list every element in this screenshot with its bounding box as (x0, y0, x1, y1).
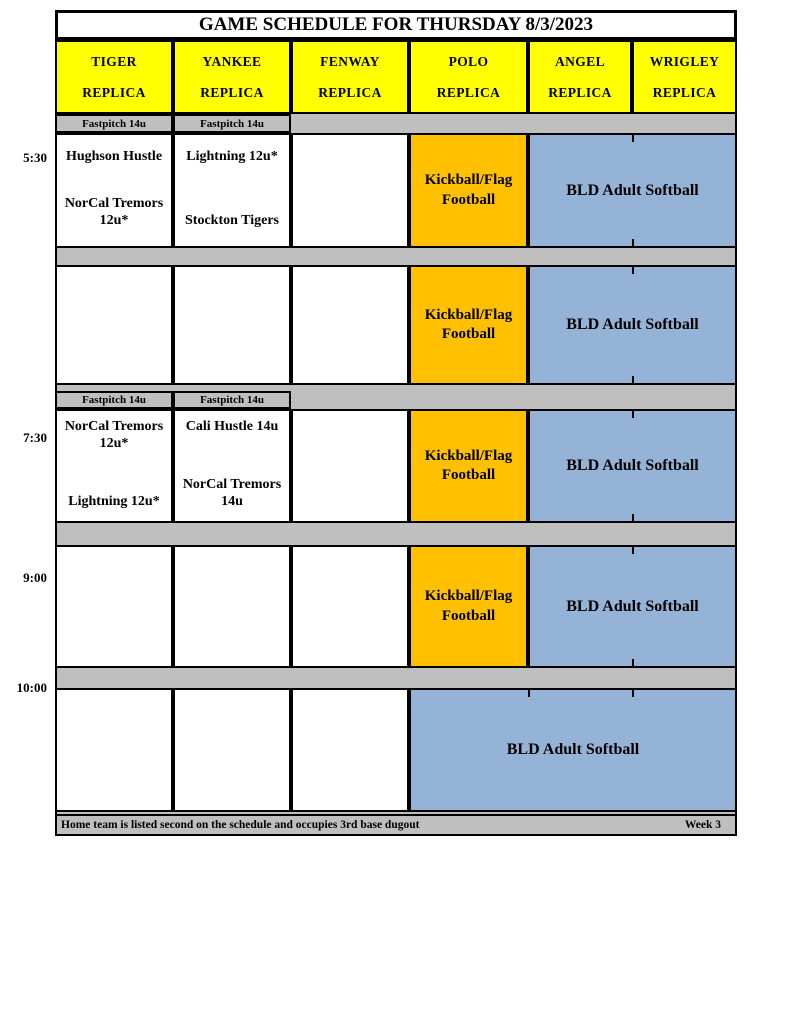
grid-tick (632, 411, 634, 418)
game-cell-yankee-1000 (173, 688, 291, 812)
game-cell-fenway-row2 (291, 265, 409, 385)
team-home: Stockton Tigers (185, 213, 279, 229)
softball-label: BLD Adult Softball (566, 181, 699, 199)
field-header-polo (409, 40, 528, 114)
game-cell-yankee-530 (173, 133, 291, 248)
field-header-yankee (173, 40, 291, 114)
grid-tick (632, 135, 634, 142)
softball-cell-730 (528, 409, 737, 523)
kickball-cell-900: Kickball/Flag Football (409, 545, 528, 668)
fastpitch-band-yankee-530: Fastpitch 14u (173, 114, 291, 133)
game-cell-fenway-730 (291, 409, 409, 523)
softball-label: BLD Adult Softball (566, 457, 699, 474)
field-type: REPLICA (82, 84, 146, 100)
softball-cell-row2 (528, 265, 737, 385)
game-cell-yankee-730 (173, 409, 291, 523)
time-label-730: 7:30 (23, 430, 47, 445)
game-cell-tiger-1000 (55, 688, 173, 812)
softball-label: BLD Adult Softball (506, 741, 640, 758)
game-cell-tiger-row2 (55, 265, 173, 385)
fastpitch-band-tiger-730: Fastpitch 14u (55, 391, 173, 409)
softball-cell-530 (528, 133, 737, 248)
field-header-angel (528, 40, 632, 114)
grid-tick (632, 514, 634, 521)
footer-bar (55, 814, 737, 836)
field-header-fenway (291, 40, 409, 114)
grid-tick (632, 239, 634, 246)
game-cell-fenway-530 (291, 133, 409, 248)
team-home: NorCal Tremors 14u (182, 477, 282, 510)
game-cell-tiger-730 (55, 409, 173, 523)
kickball-cell-730: Kickball/Flag Football (409, 409, 528, 523)
field-name: FENWAY (320, 53, 380, 69)
game-cell-tiger-900 (55, 545, 173, 668)
softball-label: BLD Adult Softball (566, 597, 699, 615)
field-header-tiger (55, 40, 173, 114)
team-away: Hughson Hustle (65, 149, 163, 164)
team-home: Lightning 12u* (68, 494, 160, 510)
game-cell-yankee-900 (173, 545, 291, 668)
softball-cell-900 (528, 545, 737, 668)
grid-tick (632, 547, 634, 554)
field-name: POLO (448, 53, 489, 69)
field-type: REPLICA (200, 84, 264, 100)
time-label-900: 9:00 (23, 570, 47, 585)
team-away: Cali Hustle 14u (185, 419, 279, 434)
field-type: REPLICA (436, 84, 501, 100)
grid-tick (632, 267, 634, 274)
grid-tick (632, 659, 634, 666)
field-type: REPLICA (548, 84, 612, 100)
softball-label: BLD Adult Softball (566, 316, 699, 333)
grid-tick (528, 690, 530, 697)
field-name: YANKEE (202, 53, 262, 69)
kickball-cell-530: Kickball/Flag Football (409, 133, 528, 248)
game-cell-tiger-530 (55, 133, 173, 248)
week-label: Week 3 (684, 819, 721, 831)
team-away: NorCal Tremors 12u* (64, 419, 164, 451)
fastpitch-band-yankee-730: Fastpitch 14u (173, 391, 291, 409)
field-name: ANGEL (554, 53, 605, 69)
softball-cell-1000 (409, 688, 737, 812)
schedule-title: GAME SCHEDULE FOR THURSDAY 8/3/2023 (55, 10, 737, 40)
field-header-wrigley (632, 40, 737, 114)
team-home: NorCal Tremors 12u* (64, 196, 164, 229)
game-cell-fenway-900 (291, 545, 409, 668)
field-name: TIGER (91, 53, 137, 69)
team-away: Lightning 12u* (186, 149, 278, 164)
time-label-530: 5:30 (23, 150, 47, 165)
time-label-1000: 10:00 (16, 680, 47, 695)
field-name: WRIGLEY (649, 53, 720, 69)
footer-note: Home team is listed second on the schedule and occupies 3rd base dugout (61, 819, 420, 831)
field-type: REPLICA (318, 84, 382, 100)
game-cell-fenway-1000 (291, 688, 409, 812)
kickball-cell-row2: Kickball/Flag Football (409, 265, 528, 385)
field-type: REPLICA (652, 84, 717, 100)
grid-tick (632, 690, 634, 697)
fastpitch-band-tiger-530: Fastpitch 14u (55, 114, 173, 133)
game-cell-yankee-row2 (173, 265, 291, 385)
grid-tick (632, 376, 634, 383)
